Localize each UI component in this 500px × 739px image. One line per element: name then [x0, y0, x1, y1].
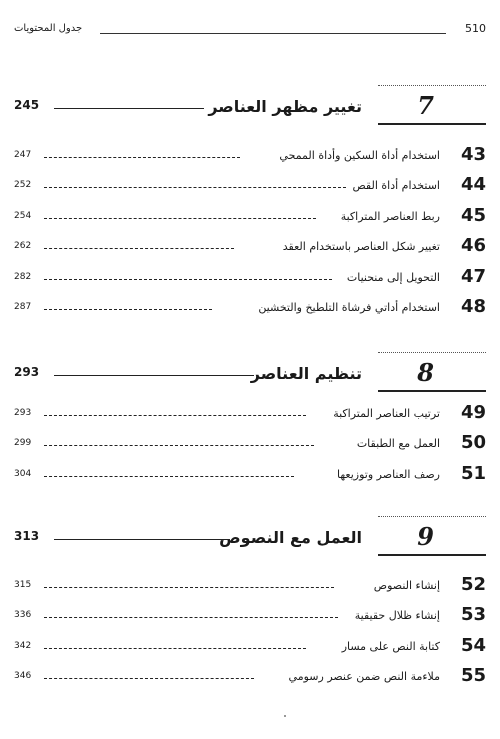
entry-page: 252: [14, 180, 32, 190]
entry-title: ترتيب العناصر المتراكبة: [333, 407, 440, 420]
entry-number: 51: [460, 463, 486, 484]
toc-entry[interactable]: [14, 637, 486, 659]
entry-number: 47: [460, 266, 486, 287]
chapter-title: تنظيم العناصر: [250, 364, 362, 383]
entry-page: 304: [14, 469, 32, 479]
toc-entry[interactable]: [14, 176, 486, 198]
chapter-heading: [14, 360, 486, 396]
entry-title: إنشاء ظلال حقيقية: [354, 609, 440, 622]
chapter-number: 7: [417, 91, 434, 120]
dash-leader: [44, 309, 212, 310]
entry-page: 346: [14, 671, 32, 681]
dash-leader: [44, 648, 306, 649]
toc-entry[interactable]: [14, 146, 486, 168]
entry-page: 254: [14, 211, 32, 221]
dash-leader: [44, 187, 346, 188]
entry-number: 48: [460, 296, 486, 317]
entry-number: 43: [460, 144, 486, 165]
entry-title: ربط العناصر المتراكبة: [340, 210, 440, 223]
chapter-title: العمل مع النصوص: [219, 528, 362, 547]
chapter-page: 293: [14, 365, 40, 379]
toc-entry[interactable]: [14, 237, 486, 259]
chapter-title: تغيير مظهر العناصر: [208, 97, 362, 116]
running-title: جدول المحتويات: [14, 23, 83, 34]
dash-leader: [44, 476, 294, 477]
chapter-number: 9: [417, 522, 434, 551]
entry-page: 293: [14, 408, 32, 418]
entry-title: كتابة النص على مسار: [341, 640, 440, 653]
entry-number: 44: [460, 174, 486, 195]
page-header: [14, 22, 486, 40]
header-rule: [100, 33, 446, 34]
entry-page: 282: [14, 272, 32, 282]
entry-number: 50: [460, 432, 486, 453]
chapter-rule: [54, 375, 254, 376]
entry-number: 55: [460, 665, 486, 686]
toc-entry[interactable]: [14, 298, 486, 320]
chapter-page: 245: [14, 98, 40, 112]
entry-title: العمل مع الطبقات: [356, 437, 440, 450]
entry-page: 262: [14, 241, 32, 251]
entry-title: استخدام أداتي فرشاة التلطيخ والتخشين: [258, 301, 440, 314]
chapter-rule: [54, 539, 230, 540]
toc-entry[interactable]: [14, 606, 486, 628]
dash-leader: [44, 157, 240, 158]
dash-leader: [44, 279, 332, 280]
entry-page: 299: [14, 438, 32, 448]
entry-number: 45: [460, 205, 486, 226]
entry-number: 46: [460, 235, 486, 256]
chapter-number: 8: [417, 358, 434, 387]
entry-title: استخدام أداة القص: [352, 179, 440, 192]
entry-title: ملاءمة النص ضمن عنصر رسومي: [288, 670, 440, 683]
entry-page: 315: [14, 580, 32, 590]
entry-title: رصف العناصر وتوزيعها: [337, 468, 440, 481]
entry-page: 342: [14, 641, 32, 651]
page-number: 510: [465, 22, 486, 35]
entry-title: تغيير شكل العناصر باستخدام العقد: [282, 240, 440, 253]
dash-leader: [44, 587, 334, 588]
entry-title: التحويل إلى منحنيات: [346, 271, 440, 284]
entry-number: 49: [460, 402, 486, 423]
chapter-number-box: [378, 360, 486, 392]
toc-entry[interactable]: [14, 434, 486, 456]
entry-title: إنشاء النصوص: [373, 579, 440, 592]
chapter-number-box: [378, 93, 486, 125]
chapter-heading: [14, 524, 486, 560]
chapter-number-box: [378, 524, 486, 556]
entry-page: 247: [14, 150, 32, 160]
toc-entry[interactable]: [14, 576, 486, 598]
toc-entry[interactable]: [14, 465, 486, 487]
entry-number: 53: [460, 604, 486, 625]
dash-leader: [44, 248, 234, 249]
chapter-page: 313: [14, 529, 40, 543]
entry-page: 336: [14, 610, 32, 620]
dash-leader: [44, 617, 338, 618]
entry-number: 54: [460, 635, 486, 656]
toc-entry[interactable]: [14, 268, 486, 290]
entry-title: استخدام أداة السكين وأداة الممحي: [279, 149, 440, 162]
entry-page: 287: [14, 302, 32, 312]
chapter-heading: [14, 93, 486, 129]
toc-entry[interactable]: [14, 667, 486, 689]
scan-speck: [284, 715, 286, 717]
toc-entry[interactable]: [14, 404, 486, 426]
chapter-rule: [54, 108, 204, 109]
dash-leader: [44, 415, 306, 416]
dash-leader: [44, 218, 316, 219]
dash-leader: [44, 445, 314, 446]
toc-entry[interactable]: [14, 207, 486, 229]
dash-leader: [44, 678, 254, 679]
entry-number: 52: [460, 574, 486, 595]
